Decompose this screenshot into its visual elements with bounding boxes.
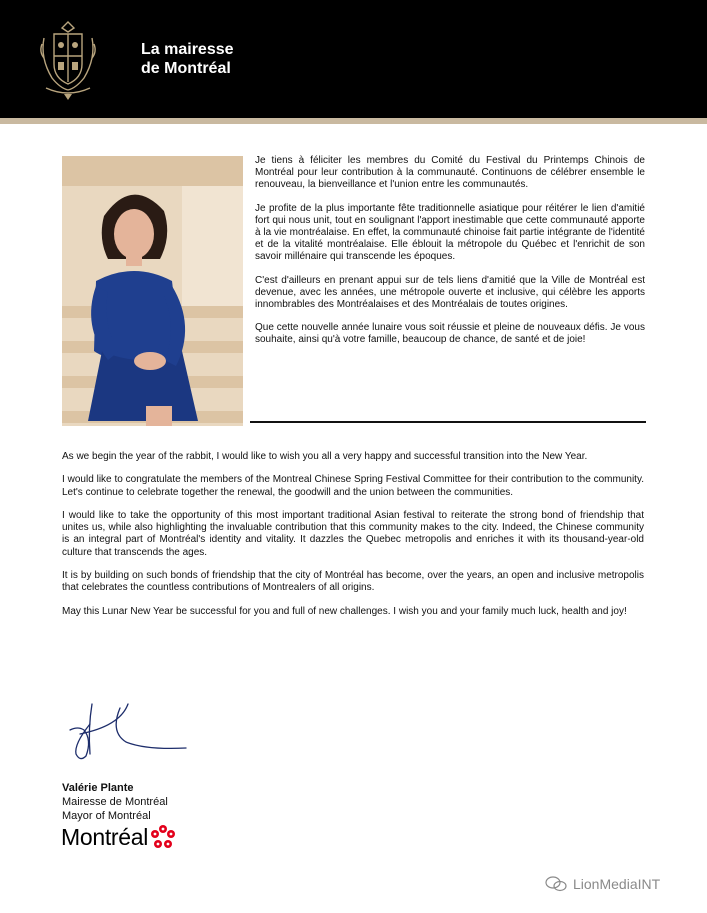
- montreal-logo: [61, 823, 176, 851]
- english-paragraph: May this Lunar New Year be successful for you and full of new challenges. I wish you and your family much luck, health and joy!: [62, 605, 627, 617]
- header-divider: [0, 118, 707, 124]
- english-paragraph: I would like to take the opportunity of this most important traditional Asian festival to reiterate the strong bond of friendship that unites us, while also highlighting the invaluable contribution that this community makes to the city. Indeed, the Chinese community is an integral part of Montréal's identity and vitality. It dazzles the Quebec metropolis and enriches it with its thousand-year-old culture that transcends the ages.: [62, 509, 644, 558]
- letterhead-banner: [0, 0, 707, 118]
- french-paragraph: Je tiens à féliciter les membres du Comité du Festival du Printemps Chinois de Montréal pour leur contribution à la communauté. Continuons de célébrer ensemble le renouveau, la bienveillance et l'union entre les communautés.: [255, 155, 645, 191]
- office-title: [141, 40, 234, 78]
- signatory-title-en: Mayor of Montréal: [62, 810, 151, 822]
- french-paragraph: Que cette nouvelle année lunaire vous soit réussie et pleine de nouveaux défis. Je vous souhaite, ainsi qu'à votre famille, beaucoup de chance, de santé et de joie!: [255, 322, 645, 346]
- handwritten-signature: [62, 700, 192, 764]
- watermark: [545, 876, 660, 892]
- coat-of-arms-icon: [36, 18, 100, 102]
- french-letter: [255, 155, 645, 358]
- french-paragraph: C'est d'ailleurs en prenant appui sur de tels liens d'amitié que la Ville de Montréal est devenue, avec les années, une métropole ouverte et inclusive, qui célèbre les apports innombrables des Montréalaises et des Montréalais de toutes origines.: [255, 274, 645, 311]
- english-paragraph: As we begin the year of the rabbit, I would like to wish you all a very happy and successful transition into the New Year.: [62, 451, 588, 462]
- montreal-rosette-icon: [150, 824, 176, 850]
- signatory-name: Valérie Plante: [62, 782, 134, 794]
- english-letter: [62, 451, 644, 629]
- montreal-logo-wordmark: Montréal: [61, 824, 149, 850]
- english-paragraph: It is by building on such bonds of friendship that the city of Montréal has become, over the years, an open and inclusive metropolis that celebrates the countless contributions of Montrealers of all origins.: [62, 570, 644, 594]
- section-divider: [250, 421, 646, 423]
- english-paragraph: I would like to congratulate the members of the Montreal Chinese Spring Festival Committee for their contribution to the community. Let's continue to celebrate together the renewal, the goodwill and the union between the communities.: [62, 474, 644, 498]
- mayor-portrait-photo: [62, 156, 243, 426]
- wechat-icon: [545, 876, 567, 892]
- office-title-line1: La mairesse: [141, 41, 234, 58]
- french-paragraph: Je profite de la plus importante fête traditionnelle asiatique pour réitérer le lien d'amitié fort qui nous unit, tout en soulignant l'apport inestimable que cette communauté apporte à la vie montréalaise. En effet, la communauté chinoise fait partie intégrante de l'identité et de la vitalité montréalaise. Elle éblouit la métropole du Québec et l'enrichit de son savoir millénaire qui transcende les époques.: [255, 202, 645, 263]
- signatory-title-fr: Mairesse de Montréal: [62, 796, 168, 808]
- watermark-text: LionMediaINT: [573, 876, 661, 892]
- office-title-line2: de Montréal: [141, 60, 231, 77]
